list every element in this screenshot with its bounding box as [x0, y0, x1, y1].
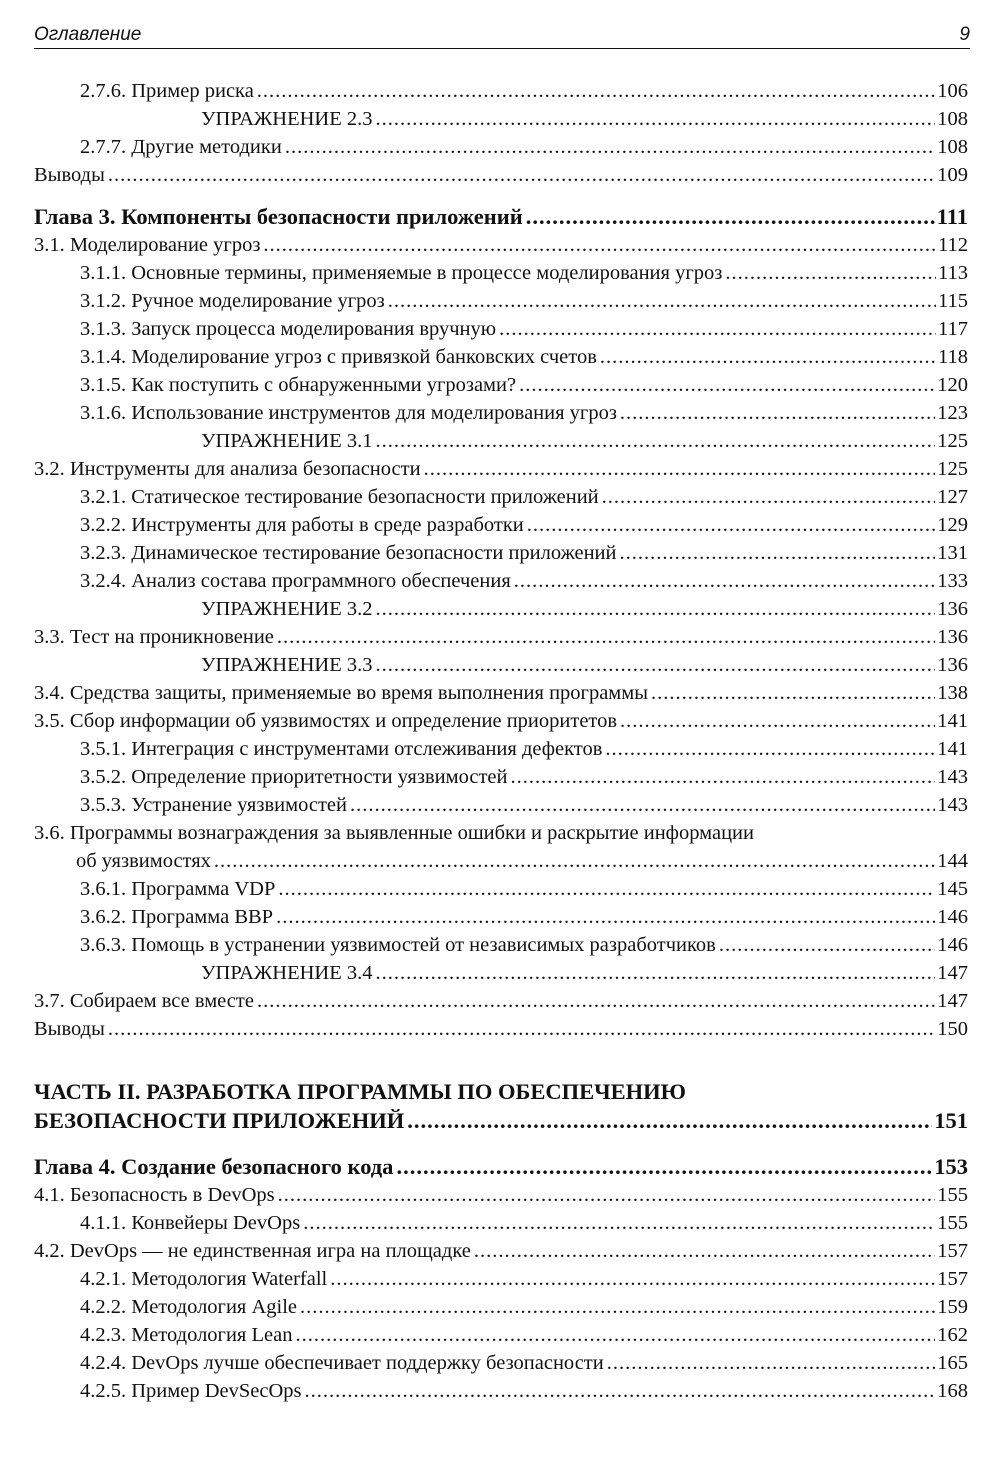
- toc-entry-page: 146: [937, 934, 968, 956]
- toc-entry-page: 136: [937, 626, 968, 648]
- toc-entry-page: 147: [937, 990, 968, 1012]
- leader-dots: [263, 231, 936, 259]
- toc-entry-page: 136: [937, 654, 968, 676]
- leader-dots: [375, 427, 935, 455]
- leader-dots: [330, 1265, 935, 1293]
- toc-entry[interactable]: [34, 455, 968, 483]
- toc-entry[interactable]: [34, 1015, 968, 1043]
- leader-dots: [396, 1153, 932, 1181]
- toc-entry[interactable]: [34, 931, 968, 959]
- toc-entry-page: 162: [937, 1324, 968, 1346]
- toc-entry-label: 3.5.3. Устранение уязвимостей: [80, 794, 347, 816]
- toc-entry[interactable]: [34, 77, 968, 105]
- toc-entry-label: 3.1.1. Основные термины, применяемые в процессе моделирования угроз: [80, 262, 723, 284]
- toc-entry-label: 3.1.3. Запуск процесса моделирования вручную: [80, 318, 497, 340]
- toc-entry-label: 3.2.2. Инструменты для работы в среде разработки: [80, 514, 524, 536]
- toc-entry[interactable]: [34, 707, 968, 735]
- toc-entry[interactable]: [34, 819, 968, 875]
- toc-entry-page: 108: [937, 108, 968, 130]
- toc-entry-page: 159: [937, 1296, 968, 1318]
- toc-entry[interactable]: [34, 231, 968, 259]
- toc-entry-label: 4.2.4. DevOps лучше обеспечивает поддержку безопасности: [80, 1352, 604, 1374]
- leader-dots: [285, 133, 935, 161]
- toc-entry-label-continued: БЕЗОПАСНОСТИ ПРИЛОЖЕНИЙ: [34, 1108, 405, 1133]
- toc-entry[interactable]: [34, 959, 968, 987]
- toc-entry-label: 3.1.2. Ручное моделирование угроз: [80, 290, 385, 312]
- toc-entry[interactable]: [34, 315, 968, 343]
- toc-entry-page: 117: [938, 318, 968, 340]
- toc-entry-label: 3.1.4. Моделирование угроз с привязкой банковских счетов: [80, 346, 597, 368]
- toc-entry-page: 157: [937, 1268, 968, 1290]
- toc-entry-page: 151: [934, 1108, 968, 1133]
- leader-dots: [602, 483, 936, 511]
- toc-entry-label: 4.1. Безопасность в DevOps: [34, 1184, 275, 1206]
- leader-dots: [527, 511, 935, 539]
- toc-chapter-3[interactable]: [34, 203, 968, 231]
- toc-entry-page: 125: [937, 430, 968, 452]
- toc-entry-label: 3.1. Моделирование угроз: [34, 234, 261, 256]
- toc-entry[interactable]: [34, 1377, 968, 1405]
- toc-entry-label: 3.5.1. Интеграция с инструментами отслеживания дефектов: [80, 738, 603, 760]
- leader-dots: [375, 651, 935, 679]
- leader-dots: [295, 1321, 935, 1349]
- toc-entry[interactable]: [34, 1209, 968, 1237]
- toc-entry[interactable]: [34, 595, 968, 623]
- toc-entry-label: 3.5.2. Определение приоритетности уязвимостей: [80, 766, 508, 788]
- toc-entry[interactable]: [34, 1293, 968, 1321]
- leader-dots: [651, 679, 935, 707]
- leader-dots: [278, 1181, 936, 1209]
- leader-dots: [350, 791, 935, 819]
- leader-dots: [407, 1107, 932, 1135]
- leader-dots: [510, 763, 935, 791]
- leader-dots: [499, 315, 936, 343]
- toc-part-2[interactable]: [34, 1077, 968, 1135]
- toc-entry-page: 155: [937, 1212, 968, 1234]
- toc-entry-label: 4.2.2. Методология Agile: [80, 1296, 298, 1318]
- toc-entry-page: 136: [937, 598, 968, 620]
- toc-entry-label: 3.7. Собираем все вместе: [34, 990, 254, 1012]
- leader-dots: [257, 77, 935, 105]
- toc-entry-page: 111: [936, 204, 968, 229]
- toc-entry-label: Глава 3. Компоненты безопасности приложений: [34, 204, 523, 229]
- toc-entry-label: 3.2.1. Статическое тестирование безопасности приложений: [80, 486, 599, 508]
- leader-dots: [620, 539, 936, 567]
- toc-entry-page: 112: [938, 234, 968, 256]
- leader-dots: [277, 623, 935, 651]
- toc-entry-page: 120: [937, 374, 968, 396]
- toc-entry-page: 138: [937, 682, 968, 704]
- toc-entry-page: 145: [937, 878, 968, 900]
- toc-entry[interactable]: [34, 987, 968, 1015]
- toc-entry-label: 3.3. Тест на проникновение: [34, 626, 274, 648]
- toc-entry-label: Выводы: [34, 1018, 105, 1040]
- leader-dots: [108, 1015, 935, 1043]
- leader-dots: [474, 1237, 935, 1265]
- toc-entry[interactable]: [34, 399, 968, 427]
- toc-entry[interactable]: [34, 427, 968, 455]
- leader-dots: [526, 203, 935, 231]
- toc-chapter-4[interactable]: [34, 1153, 968, 1181]
- toc-entry-label: УПРАЖНЕНИЕ 3.1: [201, 430, 373, 452]
- toc-entry-page: 109: [937, 164, 968, 186]
- toc-entry-label: ЧАСТЬ II. РАЗРАБОТКА ПРОГРАММЫ ПО ОБЕСПЕЧЕНИЮ: [34, 1079, 686, 1104]
- running-header: [34, 20, 970, 49]
- leader-dots: [257, 987, 935, 1015]
- leader-dots: [725, 259, 936, 287]
- toc-entry[interactable]: [34, 679, 968, 707]
- toc-entry-label: 3.4. Средства защиты, применяемые во время выполнения программы: [34, 682, 649, 704]
- header-page-number: 9: [959, 24, 970, 45]
- leader-dots: [375, 595, 935, 623]
- toc-entry[interactable]: [34, 343, 968, 371]
- toc-entry-label-continued: об уязвимостях: [76, 850, 211, 872]
- toc-entry[interactable]: [34, 791, 968, 819]
- toc-entry-label: 3.2.4. Анализ состава программного обеспечения: [80, 570, 511, 592]
- toc-entry-page: 147: [937, 962, 968, 984]
- toc-entry[interactable]: [34, 105, 968, 133]
- leader-dots: [276, 903, 935, 931]
- toc-entry-label: Выводы: [34, 164, 105, 186]
- toc-entry-label: 4.1.1. Конвейеры DevOps: [80, 1212, 301, 1234]
- toc-entry-page: 133: [937, 570, 968, 592]
- toc-entry-label: 4.2.1. Методология Waterfall: [80, 1268, 328, 1290]
- leader-dots: [620, 399, 935, 427]
- toc-entry[interactable]: [34, 483, 968, 511]
- toc-entry-label: 3.1.5. Как поступить с обнаруженными угрозами?: [80, 374, 517, 396]
- toc-entry[interactable]: [34, 567, 968, 595]
- toc-entry[interactable]: [34, 1237, 968, 1265]
- leader-dots: [424, 455, 936, 483]
- toc-entry-page: 155: [937, 1184, 968, 1206]
- leader-dots: [303, 1209, 935, 1237]
- leader-dots: [605, 735, 935, 763]
- leader-dots: [108, 161, 935, 189]
- toc-entry-label: 4.2. DevOps — не единственная игра на площадке: [34, 1240, 471, 1262]
- leader-dots: [214, 847, 935, 875]
- leader-dots: [305, 1377, 936, 1405]
- toc-entry-label: УПРАЖНЕНИЕ 2.3: [201, 108, 373, 130]
- toc-entry-page: 143: [937, 794, 968, 816]
- toc-entry[interactable]: [34, 371, 968, 399]
- toc-entry-page: 141: [937, 710, 968, 732]
- leader-dots: [600, 343, 936, 371]
- toc-entry[interactable]: [34, 511, 968, 539]
- leader-dots: [388, 287, 936, 315]
- toc-entry-page: 143: [937, 766, 968, 788]
- toc-entry-page: 141: [937, 738, 968, 760]
- toc-entry-page: 127: [937, 486, 968, 508]
- toc-entry-label: 3.5. Сбор информации об уязвимостях и определение приоритетов: [34, 710, 618, 732]
- toc-entry-page: 157: [937, 1240, 968, 1262]
- toc-entry-page: 165: [937, 1352, 968, 1374]
- toc-entry[interactable]: [34, 259, 968, 287]
- toc-entry-page: 113: [938, 262, 968, 284]
- toc-entry-label: 3.6. Программы вознаграждения за выявленные ошибки и раскрытие информации: [34, 822, 754, 844]
- toc-entry[interactable]: [34, 1181, 968, 1209]
- toc-entry-page: 125: [937, 458, 968, 480]
- toc-entry-page: 106: [937, 80, 968, 102]
- toc-entry-page: 146: [937, 906, 968, 928]
- toc-entry-label: УПРАЖНЕНИЕ 3.3: [201, 654, 373, 676]
- toc-entry-label: Глава 4. Создание безопасного кода: [34, 1154, 394, 1179]
- toc-entry-label: УПРАЖНЕНИЕ 3.2: [201, 598, 373, 620]
- toc-entry-label: 4.2.5. Пример DevSecOps: [80, 1380, 302, 1402]
- leader-dots: [519, 371, 935, 399]
- toc-entry-label: 3.6.2. Программа BBP: [80, 906, 274, 928]
- toc-entry[interactable]: [34, 161, 968, 189]
- toc-entry-label: 3.6.3. Помощь в устранении уязвимостей от независимых разработчиков: [80, 934, 716, 956]
- leader-dots: [607, 1349, 936, 1377]
- toc-entry-page: 153: [934, 1154, 968, 1179]
- toc-entry[interactable]: [34, 875, 968, 903]
- toc-entry-page: 150: [937, 1018, 968, 1040]
- toc-entry-page: 118: [938, 346, 968, 368]
- toc-entry-label: 3.6.1. Программа VDP: [80, 878, 276, 900]
- toc-entry-label: УПРАЖНЕНИЕ 3.4: [201, 962, 373, 984]
- table-of-contents: [34, 77, 968, 1405]
- leader-dots: [375, 959, 935, 987]
- leader-dots: [375, 105, 935, 133]
- leader-dots: [514, 567, 935, 595]
- toc-entry-label: 2.7.6. Пример риска: [80, 80, 254, 102]
- toc-entry[interactable]: [34, 287, 968, 315]
- toc-entry[interactable]: [34, 539, 968, 567]
- leader-dots: [620, 707, 935, 735]
- toc-entry-page: 129: [937, 514, 968, 536]
- toc-entry-page: 115: [938, 290, 968, 312]
- toc-entry[interactable]: [34, 1349, 968, 1377]
- toc-entry-page: 123: [937, 402, 968, 424]
- toc-entry-page: 108: [937, 136, 968, 158]
- toc-entry[interactable]: [34, 1265, 968, 1293]
- toc-entry[interactable]: [34, 763, 968, 791]
- toc-entry-page: 168: [937, 1380, 968, 1402]
- toc-entry-page: 144: [937, 850, 968, 872]
- toc-entry-label: 2.7.7. Другие методики: [80, 136, 282, 158]
- leader-dots: [719, 931, 935, 959]
- toc-entry-label: 3.2. Инструменты для анализа безопасности: [34, 458, 421, 480]
- toc-entry[interactable]: [34, 623, 968, 651]
- leader-dots: [278, 875, 935, 903]
- leader-dots: [300, 1293, 935, 1321]
- toc-entry[interactable]: [34, 1321, 968, 1349]
- toc-entry-label: 3.2.3. Динамическое тестирование безопасности приложений: [80, 542, 617, 564]
- toc-entry[interactable]: [34, 735, 968, 763]
- toc-entry[interactable]: [34, 133, 968, 161]
- toc-entry-page: 131: [937, 542, 968, 564]
- toc-entry-label: 3.1.6. Использование инструментов для моделирования угроз: [80, 402, 617, 424]
- header-title: Оглавление: [34, 24, 142, 45]
- toc-entry[interactable]: [34, 903, 968, 931]
- toc-entry[interactable]: [34, 651, 968, 679]
- toc-entry-label: 4.2.3. Методология Lean: [80, 1324, 293, 1346]
